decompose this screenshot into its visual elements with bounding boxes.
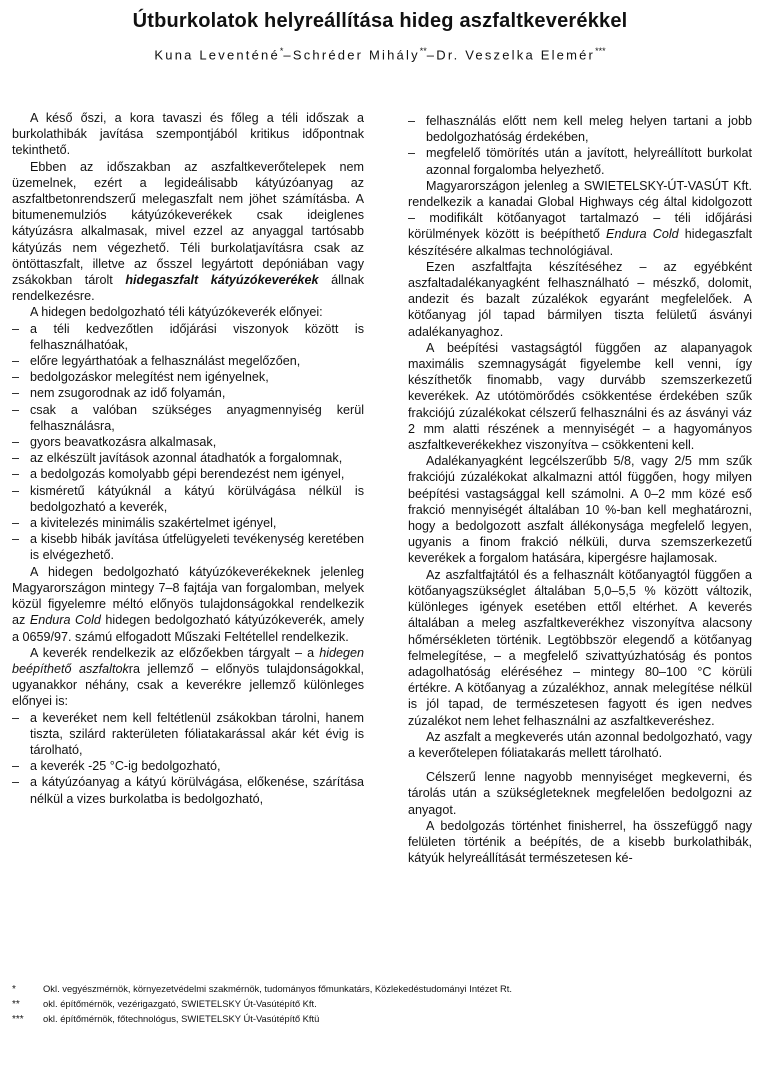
- footnote: [12, 983, 752, 996]
- list-item: – bedolgozáskor melegítést nem igényelnek,: [12, 370, 269, 385]
- author-3: –Dr. Veszelka Elemér: [426, 47, 596, 63]
- list-item: – kisméretű kátyúknál a kátyú körülvágása nélkül is bedolgozható a keverék,: [12, 483, 364, 514]
- left-column: [12, 110, 364, 807]
- paragraph: A késő őszi, a kora tavaszi és főleg a téli időszak a burkolathibák javítása szempontjából kritikus időpontnak tekinthető.: [12, 111, 364, 158]
- list-item: – a téli kedvezőtlen időjárási viszonyok között is felhasználhatóak,: [12, 321, 364, 352]
- list-item: – felhasználás előtt nem kell meleg helyen tartani a jobb bedolgozhatóság érdekében,: [408, 114, 752, 145]
- paragraph: A keverék rendelkezik az előzőekben tárgyalt – a hidegen beépíthető aszfaltokra jellemző – előnyös tulajdonságokkal, ugyanakkor néhány, csak a keverékre jellemző különleges előnyei is:: [12, 645, 365, 709]
- paragraph: Magyarországon jelenleg a SWIETELSKY-ÚT-VASÚT Kft. rendelkezik a kanadai Global Highways cég által kidolgozott – modifikált kötőanyagot tartalmazó – téli időjárási körülmények között is beépíthető Endura Cold hidegaszfalt készítésére alkalmas technológiával.: [408, 178, 752, 258]
- list-item: – csak a valóban szükséges anyagmennyiség kerül felhasználásra,: [12, 402, 364, 433]
- paragraph: A bedolgozás történhet finisherrel, ha összefüggő nagy felületen történik a beépítés, de a kisebb burkolathibák, kátyúk helyreállítását természetesen ké-: [408, 818, 752, 866]
- footnote: [12, 1013, 752, 1026]
- paragraph: Az aszfalt a megkeverés után azonnal bedolgozható, vagy a keverőtelepen fóliatakarás mellett tárolható.: [408, 729, 752, 760]
- author-1-mark: *: [279, 46, 284, 56]
- author-2: –Schréder Mihály: [283, 47, 420, 63]
- list-item: – az elkészült javítások azonnal átadhatók a forgalomnak,: [12, 451, 343, 466]
- author-3-mark: ***: [595, 46, 606, 56]
- paragraph: Az aszfaltfajtától és a felhasznált kötőanyagtól függően a kötőanyagszükséglet általában 5,0–5,5 % között változik, különleges igények esetében ettől eltérhet. A keverés általában a meleg aszfaltkeverékhez viszonyítva alacsony hőmérsékleten történik. Legtöbbször elegendő a kötőanyag felmelegítése, – a megfelelő szivattyúzhatóság és pontos adagolhatóság eléréséhez – mintegy 80–100 °C körüli értékre. A kötőanyag a zúzalékhoz, annak melegítése nélkül is jól tapad, de természetesen fagyott és igen nedves zúzalékot nem lehet felhasználni az aszfaltkeveréshez.: [408, 567, 752, 728]
- footnote: [12, 998, 752, 1011]
- paragraph: A beépítési vastagságtól függően az alapanyagok maximális szemnagyságát figyelembe kell venni, így készíthetők finomabb, vagy durvább szemszerkezetű keverékek. Az utótömörődés csökkentése érdekében szűk frakciójú zúzalékokat célszerű felhasználni és az ásványi váz 2 mm alatti részének a mennyiségét – a hagyományos aszfaltkeverékekhez viszonyítva – csökkenteni kell.: [408, 340, 752, 453]
- footnote-mark: **: [12, 999, 20, 1010]
- advantages-list: [12, 321, 364, 564]
- emphasis: hidegaszfalt kátyúzókeverékek: [125, 273, 319, 288]
- list-item: – a kisebb hibák javítása útfelügyeleti tevékenység keretében is elvégezhető.: [12, 532, 364, 563]
- emphasis: hidegen beépíthető aszfaltok: [12, 645, 365, 676]
- list-item: – megfelelő tömörítés után a javított, helyreállított burkolat azonnal forgalomba helyezhető.: [408, 146, 752, 177]
- list-item: – előre legyárthatóak a felhasználást megelőzően,: [12, 354, 301, 369]
- list-item: – a kátyúzóanyag a kátyú körülvágása, előkenése, szárítása nélkül a vizes burkolatba is bedolgozható,: [12, 775, 364, 806]
- list-item: – a kivitelezés minimális szakértelmet igényel,: [12, 516, 277, 531]
- paragraph: Ezen aszfaltfajta készítéséhez – az egyébként aszfaltadalékanyagként felhasználható – mészkő, dolomit, andezit és bazalt zúzalékok egyaránt megfelelőek. A kötőanyag jól tapad bármilyen tiszta felületű ásványi adalékanyaghoz.: [408, 259, 752, 339]
- footnote-mark: *: [12, 984, 16, 995]
- product-name: Endura Cold: [606, 227, 679, 242]
- paragraph: Célszerű lenne nagyobb mennyiséget megkeverni, és tárolás után a szükségleteknek megfelelően bedolgozni az anyagot.: [408, 770, 752, 817]
- product-name: Endura Cold: [29, 613, 101, 628]
- author-1: Kuna Leventéné: [154, 47, 280, 63]
- paragraph: A hidegen bedolgozható kátyúzókeverékeknek jelenleg Magyarországon mintegy 7–8 fajtája van forgalomban, melyek közül figyelemre méltó előnyös tulajdonságokkal rendelkezik az Endura Cold hidegen bedolgozható kátyúzókeverék, amely a 0659/97. számú elfogadott Műszaki Feltétellel rendelkezik.: [12, 564, 365, 644]
- footnote-text: okl. építőmérnök, főtechnológus, SWIETELSKY Út-Vasútépítő Kftü: [43, 1013, 320, 1024]
- paragraph: A hidegen bedolgozható téli kátyúzókeverék előnyei:: [30, 305, 323, 320]
- list-item: – gyors beavatkozásra alkalmasak,: [12, 435, 217, 450]
- list-item: – nem zsugorodnak az idő folyamán,: [12, 386, 226, 401]
- special-advantages-list-cont: [408, 113, 752, 178]
- list-item: – a keverék -25 °C-ig bedolgozható,: [12, 759, 221, 774]
- footnote-text: Okl. vegyészmérnök, környezetvédelmi szakmérnök, tudományos főmunkatárs, Közlekedéstudományi Intézet Rt.: [43, 983, 512, 994]
- list-item: – a keveréket nem kell feltétlenül zsákokban tárolni, hanem tiszta, szilárd rakterületen fóliatakarással akár két évig is tárolható,: [12, 710, 364, 757]
- paragraph: Ebben az időszakban az aszfaltkeverőtelepek nem üzemelnek, ezért a legideálisabb kátyúzóanyag az aszfaltbetonrendszerű melegaszfalt nem jöhet számításba. A bitumenemulziós kátyúzókeverékek csak ideiglenes kátyúzásra alkalmasak, mivel ezzel az anyaggal tartósabb kátyúzás nem végezhető. Téli burkolatjavításra csak az öntöttaszfalt, illetve az ősszel legyártott depóniában vagy zsákokban tárolt hidegaszfalt kátyúzókeverékek állnak rendelkezésre.: [12, 159, 365, 304]
- special-advantages-list: [12, 710, 364, 807]
- paragraph: Adalékanyagként legcélszerűbb 5/8, vagy 2/5 mm szűk frakciójú zúzalékokat alkalmazni attól függően, hogy milyen beépítési vastagsággal kell számolni. A 0–2 mm közé eső frakció mennyiségét általában 10 %-ban kell meghatározni, hogy a bedolgozott aszfalt állékonysága megfelelő legyen, ugyanis a finom frakció nélküli, durva szemszerkezetű keverékek a forgalom hatására, kipergésre hajlamosak.: [408, 454, 752, 566]
- author-2-mark: **: [419, 46, 427, 56]
- list-item: – a bedolgozás komolyabb gépi berendezést nem igényel,: [12, 467, 345, 482]
- right-column: [408, 113, 752, 866]
- footnote-text: okl. építőmérnök, vezérigazgató, SWIETELSKY Út-Vasútépítő Kft.: [43, 998, 317, 1009]
- author-line: [0, 46, 760, 62]
- footnote-mark: ***: [12, 1014, 24, 1025]
- article-title: Útburkolatok helyreállítása hideg aszfaltkeverékkel: [132, 10, 628, 32]
